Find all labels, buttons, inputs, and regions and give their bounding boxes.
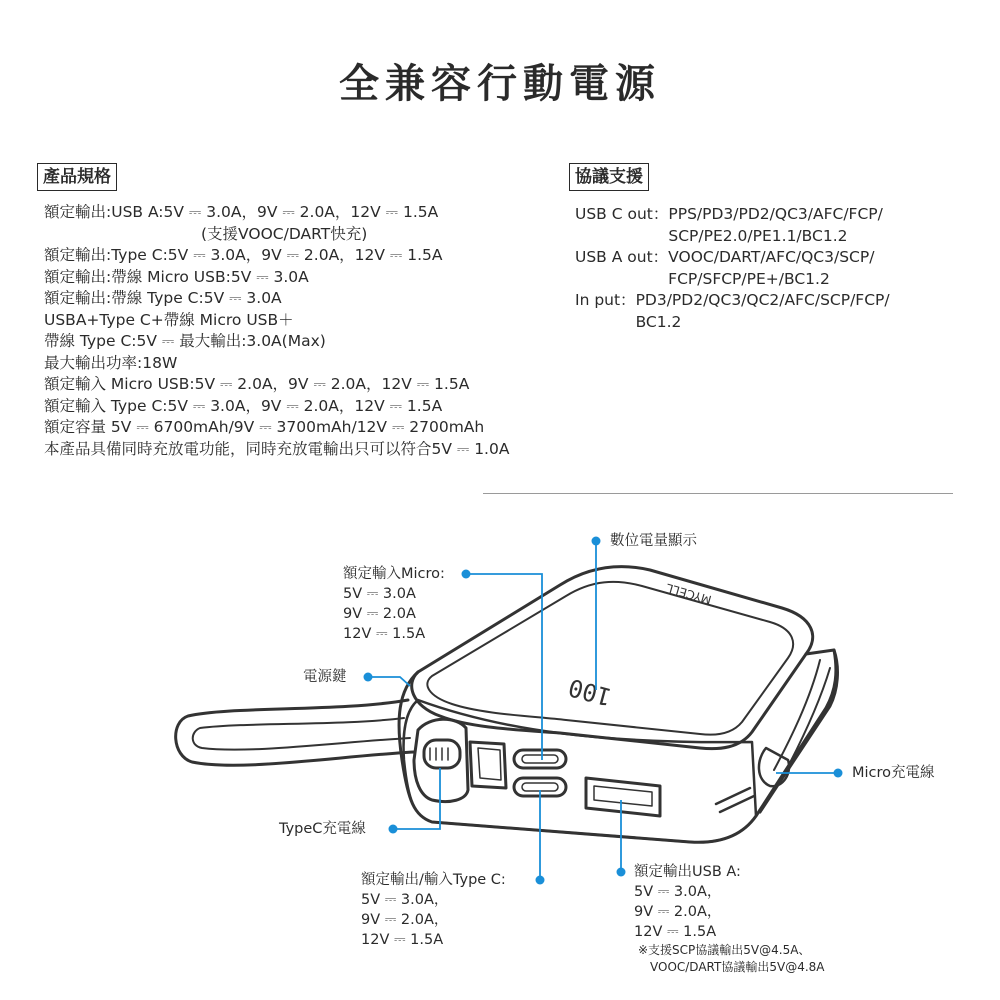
callout-usb-a	[634, 862, 824, 976]
spec-line: 額定容量 5V ⎓ 6700mAh/9V ⎓ 3700mAh/12V ⎓ 2700mAh	[44, 418, 485, 436]
dot-power-button	[364, 673, 373, 682]
spec-line: 額定輸出:USB A:5V ⎓ 3.0A，9V ⎓ 2.0A，12V ⎓ 1.5A	[44, 203, 439, 221]
spec-line: 額定輸出:帶線 Micro USB:5V ⎓ 3.0A	[44, 267, 309, 286]
callout-line: 9V ⎓ 2.0A，	[361, 912, 449, 928]
callout-note: ※支援SCP協議輸出5V@4.5A、	[638, 943, 811, 957]
top-panel-inner	[427, 582, 793, 735]
callout-label: 電源鍵	[303, 669, 347, 685]
body-side-edge	[760, 650, 837, 812]
callout-typec-io	[361, 870, 506, 950]
battery-display-readout: 100	[565, 672, 615, 712]
callout-label: 額定輸出USB A:	[634, 864, 741, 880]
top-panel	[412, 567, 813, 749]
spec-line: 最大輸出功率:18W	[44, 353, 178, 372]
callout-label: TypeC充電線	[279, 821, 366, 837]
spec-line: 額定輸出:帶線 Type C:5V ⎓ 3.0A	[44, 289, 282, 307]
callout-line: 12V ⎓ 1.5A	[343, 626, 426, 642]
dot-usb-a	[617, 868, 626, 877]
spec-line: USBA+Type C+帶線 Micro USB＋	[44, 310, 294, 329]
callout-line: 5V ⎓ 3.0A，	[361, 892, 449, 908]
protocol-value: PPS/PD3/PD2/QC3/AFC/FCP/	[668, 205, 883, 223]
callout-micro-input	[343, 564, 445, 644]
protocol-value: SCP/PE2.0/PE1.1/BC1.2	[668, 226, 848, 245]
page-title: 全兼容行動電源	[339, 61, 661, 107]
spec-line: 額定輸入 Type C:5V ⎓ 3.0A，9V ⎓ 2.0A，12V ⎓ 1.5A	[44, 396, 443, 415]
callout-micro-cable	[852, 763, 935, 783]
callout-display	[610, 531, 697, 551]
callout-line: 12V ⎓ 1.5A	[634, 924, 717, 940]
spec-section-header: 產品規格	[37, 163, 117, 191]
callout-label: 數位電量顯示	[610, 533, 697, 549]
lanyard-strap-inner	[193, 718, 410, 750]
callout-line: 9V ⎓ 2.0A	[343, 606, 416, 622]
callout-line: 9V ⎓ 2.0A，	[634, 904, 722, 920]
protocol-label: In put：	[575, 291, 636, 309]
callout-label: 額定輸入Micro:	[343, 566, 445, 582]
dot-micro-input	[462, 570, 471, 579]
protocol-label: USB C out：	[575, 205, 669, 223]
spec-line: (支援VOOC/DART快充)	[201, 224, 368, 243]
lanyard-strap	[176, 700, 414, 765]
callout-power-button	[303, 667, 347, 687]
callout-line: 12V ⎓ 1.5A	[361, 932, 444, 948]
brand-logo: MYCELL	[664, 580, 714, 607]
protocol-section-header: 協議支援	[569, 163, 649, 191]
callout-line: 5V ⎓ 3.0A，	[634, 884, 722, 900]
spec-line: 本產品具備同時充放電功能，同時充放電輸出只可以符合5V ⎓ 1.0A	[44, 439, 510, 458]
protocol-value: FCP/SFCP/PE+/BC1.2	[668, 269, 830, 288]
micro-cable-plug	[759, 748, 789, 786]
usb-a-port	[586, 778, 660, 816]
dot-typec-cable	[389, 825, 398, 834]
callout-label: Micro充電線	[852, 765, 935, 781]
protocol-label: USB A out：	[575, 248, 669, 266]
leader-power-button	[368, 677, 410, 686]
dot-typec-io	[536, 876, 545, 885]
spec-line: 帶線 Type C:5V ⎓ 最大輸出:3.0A(Max)	[44, 332, 326, 350]
callout-typec-cable	[279, 819, 366, 839]
protocol-value: PD3/PD2/QC3/QC2/AFC/SCP/FCP/	[635, 291, 890, 309]
dot-micro-cable	[834, 769, 843, 778]
spec-line: 額定輸出:Type C:5V ⎓ 3.0A，9V ⎓ 2.0A，12V ⎓ 1.5A	[44, 246, 443, 264]
protocol-value: BC1.2	[635, 312, 682, 331]
callout-note: VOOC/DART協議輸出5V@4.8A	[650, 960, 825, 974]
callout-label: 額定輸出/輸入Type C:	[361, 872, 506, 888]
protocol-value: VOOC/DART/AFC/QC3/SCP/	[668, 248, 875, 266]
dot-display	[592, 537, 601, 546]
callout-line: 5V ⎓ 3.0A	[343, 586, 416, 602]
spec-line: 額定輸入 Micro USB:5V ⎓ 2.0A，9V ⎓ 2.0A，12V ⎓ 1.5A	[44, 375, 470, 393]
body-outline	[399, 650, 836, 842]
